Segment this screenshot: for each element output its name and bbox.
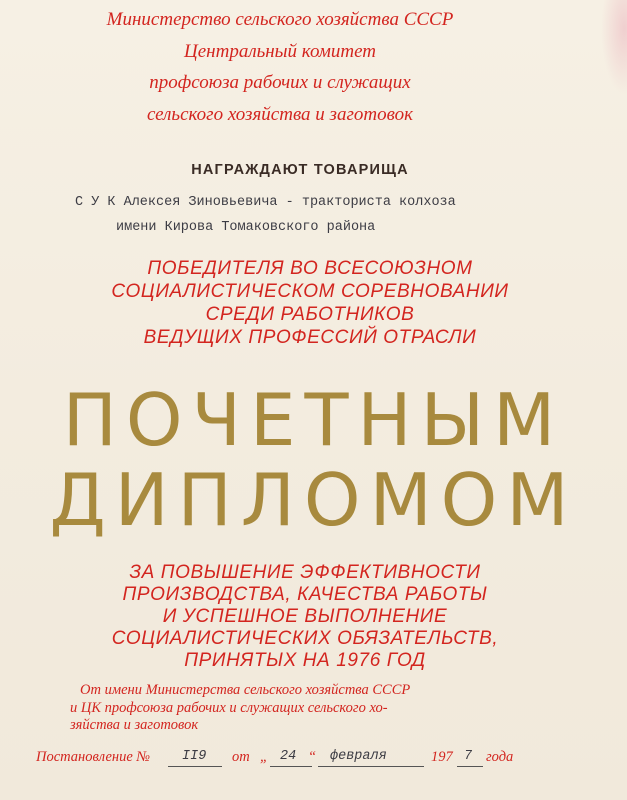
issuer-line: Министерство сельского хозяйства СССР [106, 9, 454, 30]
issuer-block [55, 4, 505, 130]
resolution-label: Постановление № [36, 749, 151, 765]
resolution-month: февраля [330, 749, 387, 764]
winner-title-block [75, 257, 545, 349]
winner-line: ПОБЕДИТЕЛЯ ВО ВСЕСОЮЗНОМ [147, 258, 473, 279]
winner-line: СРЕДИ РАБОТНИКОВ [205, 304, 415, 325]
reason-block [55, 562, 555, 672]
month-underline [318, 766, 424, 767]
diploma-title-line: ДИПЛОМОМ [49, 458, 578, 542]
pink-stamp-mark [601, 0, 627, 95]
quote-open: „ [260, 749, 269, 765]
resolution-day: 24 [280, 749, 297, 764]
year-underline [457, 766, 483, 767]
award-heading: НАГРАЖДАЮТ ТОВАРИЩА [191, 162, 409, 178]
diploma-title [0, 380, 627, 540]
issuer-line: профсоюза рабочих и служащих [149, 72, 411, 93]
quote-close: “ [308, 749, 317, 765]
from-label: от [232, 749, 250, 765]
year-label: года [486, 749, 514, 765]
resolution-line [36, 749, 596, 771]
issuer-line: сельского хозяйства и заготовок [147, 103, 413, 125]
on-behalf-line: и ЦК профсоюза рабочих и служащих сельского хо- [70, 699, 388, 716]
year-prefix: 197 [431, 749, 453, 765]
issuer-line: Центральный комитет [184, 40, 376, 62]
recipient-line-1: С У К Алексея Зиновьевича - тракториста колхоза [75, 195, 456, 210]
reason-line: ПРОИЗВОДСТВА, КАЧЕСТВА РАБОТЫ [122, 584, 488, 605]
reason-line: ЗА ПОВЫШЕНИЕ ЭФФЕКТИВНОСТИ [129, 562, 481, 583]
reason-line: СОЦИАЛИСТИЧЕСКИХ ОБЯЗАТЕЛЬСТВ, [111, 628, 499, 649]
on-behalf-line: зяйства и заготовок [70, 717, 199, 733]
diploma-title-line: ПОЧЕТНЫМ [62, 378, 565, 462]
resolution-number: II9 [182, 749, 207, 764]
recipient-line-2: имени Кирова Томаковского района [116, 220, 376, 235]
winner-line: СОЦИАЛИСТИЧЕСКОМ СОРЕВНОВАНИИ [111, 281, 509, 302]
reason-line: И УСПЕШНОЕ ВЫПОЛНЕНИЕ [162, 606, 448, 627]
reason-line: ПРИНЯТЫХ НА 1976 ГОД [184, 650, 426, 671]
year-digit: 7 [464, 749, 473, 764]
winner-line: ВЕДУЩИХ ПРОФЕССИЙ ОТРАСЛИ [143, 327, 477, 348]
day-underline [270, 766, 312, 767]
on-behalf-line: От имени Министерства сельского хозяйства СССР [80, 682, 411, 698]
on-behalf-block [70, 682, 490, 735]
number-underline [168, 766, 222, 767]
